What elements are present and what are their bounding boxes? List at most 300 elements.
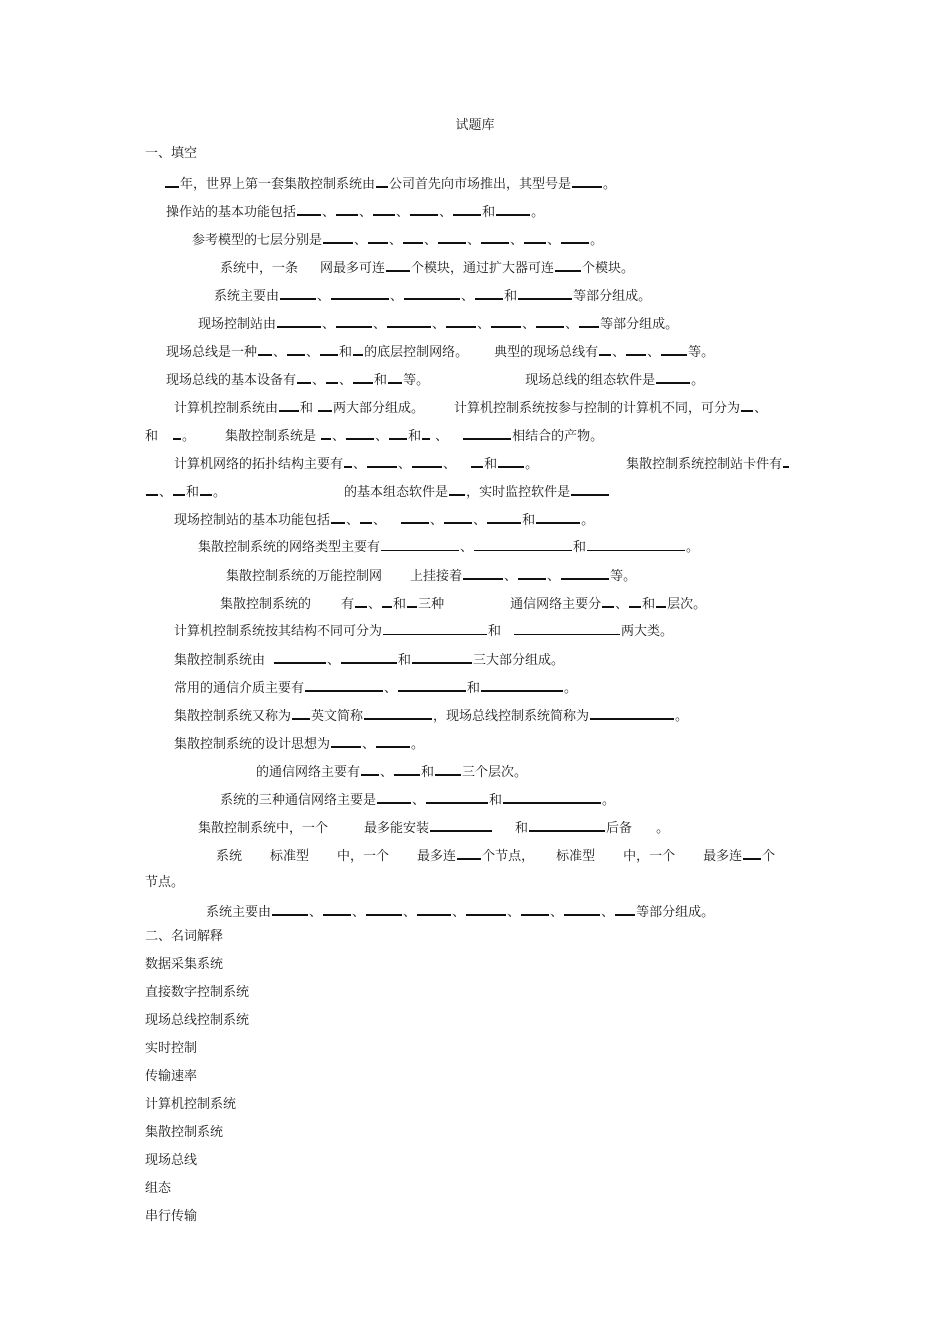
blank[interactable] — [561, 567, 609, 580]
question-text: 公司首先向市场推出，其型号是 — [389, 177, 572, 192]
question-text: 、 — [317, 289, 331, 304]
blank[interactable] — [518, 567, 546, 580]
question-text: 的基本组态软件是 — [344, 485, 449, 500]
blank[interactable] — [599, 343, 611, 356]
question-text: 、 — [565, 317, 579, 332]
blank[interactable] — [320, 343, 338, 356]
question-text: 年，世界上第一套集散控制系统由 — [180, 177, 376, 192]
question-text: 中，一个 — [337, 849, 390, 864]
blank[interactable] — [471, 455, 483, 468]
blank[interactable] — [318, 399, 332, 412]
question-7 — [166, 343, 714, 361]
blank[interactable] — [503, 791, 601, 804]
term-item: 数据采集系统 — [145, 957, 224, 972]
blank[interactable] — [590, 707, 674, 720]
question-text: 、 — [373, 317, 387, 332]
question-text: 、 — [550, 905, 564, 920]
question-text: 和 — [522, 513, 536, 528]
question-15 — [174, 623, 673, 640]
question-text: ，现场总线控制系统简称为 — [433, 709, 590, 724]
question-text: 计算机网络的拓扑结构主要有 — [174, 457, 344, 472]
blank[interactable] — [529, 819, 605, 832]
blank[interactable] — [381, 539, 459, 551]
question-text: 。 — [656, 821, 670, 836]
blank[interactable] — [394, 763, 420, 776]
question-text: 、 — [373, 513, 387, 528]
blank[interactable] — [146, 483, 158, 496]
question-text: 、 — [601, 905, 615, 920]
question-text: 、 — [507, 905, 521, 920]
blank[interactable] — [438, 231, 466, 244]
question-text: 中，一个 — [623, 849, 676, 864]
blank[interactable] — [173, 483, 185, 496]
blank[interactable] — [536, 315, 564, 328]
blank[interactable] — [524, 231, 546, 244]
blank[interactable] — [321, 427, 331, 440]
blank[interactable] — [353, 371, 373, 384]
question-text: 现场总线的基本设备有 — [166, 373, 297, 388]
blank[interactable] — [386, 259, 410, 272]
question-text: 。 — [182, 429, 196, 444]
blank[interactable] — [491, 315, 521, 328]
blank[interactable] — [272, 903, 308, 916]
term-item: 组态 — [145, 1181, 172, 1196]
question-text: 个模块，通过扩大器可连 — [411, 261, 555, 276]
question-text: 和 — [482, 205, 496, 220]
blank[interactable] — [401, 511, 429, 524]
question-12 — [198, 539, 699, 556]
question-text: 、 — [647, 345, 661, 360]
question-text: 个模块。 — [582, 261, 635, 276]
blank[interactable] — [404, 287, 460, 300]
question-text: 、 — [384, 681, 398, 696]
blank[interactable] — [373, 203, 395, 216]
question-text: 、 — [375, 429, 389, 444]
term-item: 计算机控制系统 — [145, 1097, 237, 1112]
question-text: 网最多可连 — [320, 261, 386, 276]
question-text: 、 — [354, 233, 368, 248]
blank[interactable] — [457, 847, 481, 860]
blank[interactable] — [555, 259, 581, 272]
question-text: 和 — [642, 597, 656, 612]
question-text: 通信网络主要分 — [510, 597, 602, 612]
question-text: 和 — [398, 653, 412, 668]
blank[interactable] — [305, 679, 383, 692]
question-1 — [164, 175, 616, 193]
question-17 — [174, 679, 577, 697]
question-text: 节点。 — [145, 875, 185, 890]
blank[interactable] — [514, 623, 620, 635]
question-text: 和 — [393, 597, 407, 612]
question-text: 等。 — [403, 373, 430, 388]
question-text: 、 — [306, 345, 320, 360]
question-text: 和 — [489, 793, 503, 808]
question-text: 和 — [421, 765, 435, 780]
blank[interactable] — [430, 819, 492, 832]
blank[interactable] — [463, 567, 503, 580]
blank[interactable] — [449, 483, 465, 496]
question-text: 典型的现场总线有 — [494, 345, 599, 360]
question-text: 计算机控制系统按参与控制的计算机不同，可分为 — [454, 401, 741, 416]
question-text: 三大部分组成。 — [473, 653, 565, 668]
question-text: 、 — [339, 373, 353, 388]
question-text: 、 — [327, 653, 341, 668]
blank[interactable] — [656, 371, 690, 384]
question-text: 、 — [398, 457, 412, 472]
blank[interactable] — [481, 231, 509, 244]
blank[interactable] — [346, 427, 374, 440]
blank[interactable] — [403, 231, 423, 244]
blank[interactable] — [564, 903, 600, 916]
blank[interactable] — [200, 483, 212, 496]
question-text: 现场控制站的基本功能包括 — [174, 513, 331, 528]
question-text: 、 — [359, 205, 373, 220]
blank[interactable] — [367, 455, 397, 468]
question-text: 上挂接着 — [410, 569, 463, 584]
blank[interactable] — [426, 791, 488, 804]
blank[interactable] — [323, 231, 353, 244]
question-text: 等。 — [688, 345, 715, 360]
question-text: 、 — [615, 597, 629, 612]
question-text: 、 — [322, 317, 336, 332]
question-text: 、 — [547, 233, 561, 248]
question-3 — [192, 231, 603, 249]
blank[interactable] — [407, 595, 417, 608]
blank[interactable] — [336, 315, 372, 328]
blank[interactable] — [292, 707, 310, 720]
question-21 — [220, 791, 615, 809]
blank[interactable] — [453, 203, 481, 216]
blank[interactable] — [487, 511, 521, 524]
question-text: 两大部分组成。 — [333, 401, 425, 416]
blank[interactable] — [366, 903, 402, 916]
blank[interactable] — [280, 287, 316, 300]
blank[interactable] — [341, 651, 397, 664]
question-13 — [226, 567, 636, 585]
blank[interactable] — [496, 203, 530, 216]
blank[interactable] — [331, 735, 361, 748]
question-text: 、 — [273, 345, 287, 360]
blank[interactable] — [466, 903, 506, 916]
question-text: 集散控制系统的网络类型主要有 — [198, 540, 381, 555]
question-text: 、 — [412, 793, 426, 808]
question-text: 。 — [691, 373, 705, 388]
blank[interactable] — [783, 455, 789, 468]
question-text: 、 — [754, 401, 768, 416]
blank[interactable] — [615, 903, 635, 916]
question-text: 。 — [581, 513, 595, 528]
question-text: 后备 — [606, 821, 633, 836]
question-text: 操作站的基本功能包括 — [166, 205, 297, 220]
question-text: 。 — [411, 737, 425, 752]
question-text: 和 — [504, 289, 518, 304]
question-text: 、 — [504, 569, 518, 584]
blank[interactable] — [287, 343, 305, 356]
question-16 — [174, 651, 564, 669]
question-text: 集散控制系统的万能控制网 — [226, 569, 383, 584]
blank[interactable] — [498, 455, 524, 468]
blank[interactable] — [376, 175, 388, 188]
question-text: 。 — [213, 485, 227, 500]
question-text: 、 — [322, 205, 336, 220]
question-text: 、 — [473, 513, 487, 528]
blank[interactable] — [579, 315, 599, 328]
blank[interactable] — [360, 511, 372, 524]
question-text: 、 — [430, 513, 444, 528]
question-10-cont — [145, 483, 610, 501]
term-item: 现场总线控制系统 — [145, 1013, 250, 1028]
question-10 — [174, 455, 790, 473]
blank[interactable] — [331, 287, 389, 300]
blank[interactable] — [536, 511, 580, 524]
blank[interactable] — [417, 903, 451, 916]
question-2 — [166, 203, 544, 221]
question-23-cont — [145, 875, 184, 891]
blank[interactable] — [323, 903, 351, 916]
question-9 — [174, 399, 767, 417]
question-20 — [256, 763, 527, 781]
question-text: 。 — [686, 540, 700, 555]
question-text: 系统 — [216, 849, 243, 864]
blank[interactable] — [377, 791, 411, 804]
blank[interactable] — [389, 427, 407, 440]
term-item: 实时控制 — [145, 1041, 198, 1056]
blank[interactable] — [656, 595, 666, 608]
blank[interactable] — [274, 651, 326, 664]
question-text: 、 — [390, 289, 404, 304]
question-text: 最多能安装 — [364, 821, 430, 836]
blank[interactable] — [602, 595, 614, 608]
blank[interactable] — [661, 343, 687, 356]
blank[interactable] — [355, 595, 367, 608]
question-text: 、 — [346, 513, 360, 528]
blank[interactable] — [518, 287, 572, 300]
question-text: 常用的通信介质主要有 — [174, 681, 305, 696]
blank[interactable] — [173, 427, 181, 440]
question-text: 计算机控制系统由 — [174, 401, 279, 416]
question-text: 。 — [531, 205, 545, 220]
question-text: 和 — [374, 373, 388, 388]
question-text: 和 — [467, 681, 481, 696]
blank[interactable] — [364, 707, 432, 720]
question-text: 、 — [467, 233, 481, 248]
blank[interactable] — [626, 343, 646, 356]
blank[interactable] — [336, 203, 358, 216]
question-text: 两大类。 — [621, 624, 674, 639]
question-text: 和 — [339, 345, 353, 360]
question-text: 、 — [403, 905, 417, 920]
blank[interactable] — [561, 231, 589, 244]
blank[interactable] — [331, 511, 345, 524]
question-text: 集散控制系统的 — [220, 597, 312, 612]
question-text: 。 — [590, 233, 604, 248]
term-item: 集散控制系统 — [145, 1125, 224, 1140]
question-text: 、 — [461, 289, 475, 304]
question-22 — [198, 819, 669, 837]
question-text: 、 — [380, 765, 394, 780]
question-text: 的底层控制网络。 — [364, 345, 469, 360]
term-item: 串行传输 — [145, 1209, 198, 1224]
question-text: 计算机控制系统按其结构不同可分为 — [174, 624, 383, 639]
question-text: 集散控制系统又称为 — [174, 709, 292, 724]
blank[interactable] — [398, 679, 466, 692]
blank[interactable] — [444, 511, 472, 524]
question-text: 、 — [477, 317, 491, 332]
blank[interactable] — [297, 371, 311, 384]
blank[interactable] — [361, 763, 379, 776]
section2-heading: 二、名词解释 — [145, 929, 224, 944]
question-5 — [214, 287, 651, 305]
question-text: 层次。 — [667, 597, 707, 612]
term-item: 传输速率 — [145, 1069, 198, 1084]
blank[interactable] — [258, 343, 272, 356]
question-text: 、 — [424, 233, 438, 248]
blank[interactable] — [412, 651, 472, 664]
blank[interactable] — [353, 343, 363, 356]
blank[interactable] — [277, 315, 321, 328]
question-text: 和 — [573, 540, 587, 555]
question-text: 集散控制系统是 — [225, 429, 317, 444]
question-text: 、 — [439, 205, 453, 220]
blank[interactable] — [165, 175, 179, 188]
blank[interactable] — [572, 175, 602, 188]
blank[interactable] — [743, 847, 761, 860]
blank[interactable] — [463, 427, 511, 440]
blank[interactable] — [481, 679, 563, 692]
blank[interactable] — [410, 203, 438, 216]
question-18 — [174, 707, 688, 725]
blank[interactable] — [422, 427, 430, 440]
term-item: 直接数字控制系统 — [145, 985, 250, 1000]
question-text: 和 — [488, 624, 502, 639]
question-text: 、 — [312, 373, 326, 388]
question-text: 、 — [547, 569, 561, 584]
question-text: 、 — [522, 317, 536, 332]
question-text: 最多连 — [417, 849, 457, 864]
question-text: 、 — [389, 233, 403, 248]
blank[interactable] — [376, 735, 410, 748]
question-text: 。 — [603, 177, 617, 192]
blank[interactable] — [344, 455, 352, 468]
blank[interactable] — [368, 231, 388, 244]
question-text: 等部分组成。 — [573, 289, 652, 304]
question-text: 。 — [525, 457, 539, 472]
question-text: 三种 — [418, 597, 445, 612]
question-text: 等。 — [610, 569, 637, 584]
blank[interactable] — [435, 763, 461, 776]
question-text: 集散控制系统中，一个 — [198, 821, 329, 836]
question-14 — [220, 595, 706, 613]
question-text: 和 — [515, 821, 529, 836]
question-text: 个节点， — [482, 849, 535, 864]
question-text: 和 — [300, 401, 314, 416]
question-text: 系统主要由 — [206, 905, 272, 920]
blank[interactable] — [388, 371, 402, 384]
blank[interactable] — [587, 539, 685, 551]
question-text: 参考模型的七层分别是 — [192, 233, 323, 248]
question-text: 标准型 — [556, 849, 596, 864]
question-text: 个 — [762, 849, 776, 864]
blank[interactable] — [474, 539, 572, 551]
question-text: 、 — [612, 345, 626, 360]
question-text: 、 — [510, 233, 524, 248]
question-text: 、 — [368, 597, 382, 612]
blank[interactable] — [741, 399, 753, 412]
question-text: 、 — [460, 540, 474, 555]
question-text: 。 — [675, 709, 689, 724]
question-text: 集散控制系统的设计思想为 — [174, 737, 331, 752]
blank[interactable] — [383, 623, 487, 635]
blank[interactable] — [446, 315, 476, 328]
question-text: 英文简称 — [311, 709, 364, 724]
blank[interactable] — [629, 595, 641, 608]
question-text: 、 — [159, 485, 173, 500]
question-text: 等部分组成。 — [600, 317, 679, 332]
question-text: 等部分组成。 — [636, 905, 715, 920]
question-text: 集散控制系统控制站卡件有 — [626, 457, 783, 472]
question-text: 最多连 — [703, 849, 743, 864]
page-title: 试题库 — [455, 118, 495, 133]
question-text: 的通信网络主要有 — [256, 765, 361, 780]
question-text: 有 — [341, 597, 355, 612]
question-6 — [198, 315, 678, 333]
question-text: 、 — [396, 205, 410, 220]
blank[interactable] — [326, 371, 338, 384]
blank[interactable] — [297, 203, 321, 216]
question-text: ，实时监控软件是 — [466, 485, 571, 500]
blank[interactable] — [382, 595, 392, 608]
question-text: 集散控制系统由 — [174, 653, 266, 668]
question-text: 、 — [443, 457, 457, 472]
question-text: 系统的三种通信网络主要是 — [220, 793, 377, 808]
question-text: 、 — [432, 317, 446, 332]
blank[interactable] — [571, 483, 609, 496]
blank[interactable] — [412, 455, 442, 468]
question-text: 相结合的产物。 — [512, 429, 604, 444]
blank[interactable] — [387, 315, 431, 328]
question-text: 现场控制站由 — [198, 317, 277, 332]
question-text: 和 — [408, 429, 422, 444]
question-9-cont — [145, 427, 603, 445]
question-text: 。 — [564, 681, 578, 696]
question-text: 、 — [332, 429, 346, 444]
blank[interactable] — [475, 287, 503, 300]
question-text: 现场总线是一种 — [166, 345, 258, 360]
question-19 — [174, 735, 424, 753]
question-text: 标准型 — [270, 849, 310, 864]
question-8 — [166, 371, 704, 389]
question-text: 。 — [602, 793, 616, 808]
question-text: 三个层次。 — [462, 765, 528, 780]
question-text: 和 — [145, 429, 159, 444]
question-text: 和 — [186, 485, 200, 500]
question-24 — [206, 903, 714, 921]
question-11 — [174, 511, 594, 529]
blank[interactable] — [279, 399, 299, 412]
question-text: 、 — [353, 457, 367, 472]
blank[interactable] — [521, 903, 549, 916]
question-text: 、 — [362, 737, 376, 752]
term-item: 现场总线 — [145, 1153, 198, 1168]
question-text: 、 — [309, 905, 323, 920]
question-text: 和 — [484, 457, 498, 472]
question-text: 现场总线的组态软件是 — [525, 373, 656, 388]
question-4 — [220, 259, 634, 277]
question-text: 、 — [435, 429, 449, 444]
question-23 — [216, 847, 775, 865]
question-text: 系统中，一条 — [220, 261, 299, 276]
section1-heading: 一、填空 — [145, 146, 198, 161]
